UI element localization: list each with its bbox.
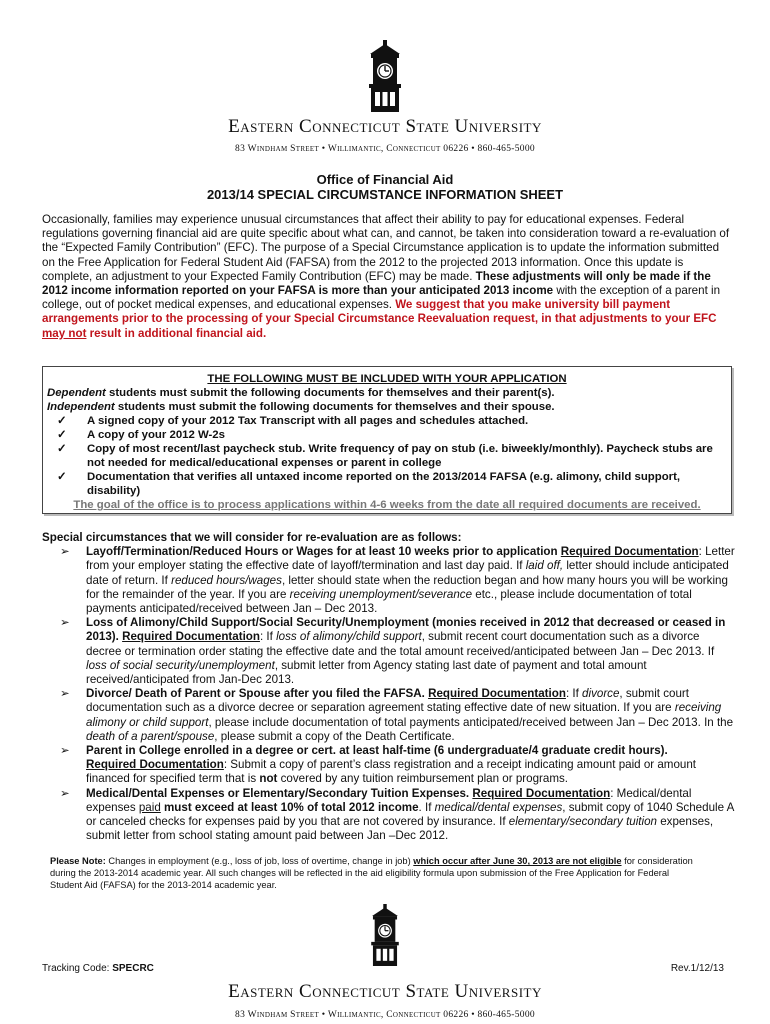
arrow-icon: ➢ [60, 744, 70, 758]
list-item: ➢ Layoff/Termination/Reduced Hours or Wages for at least 10 weeks prior to application Required Documentation: Letter from your employer stating the effective date of layoff/termination and last day paid. If laid off, letter should include anticipated date of return. If reduced hours/wages, letter should state when the reduction began and how many hours you will be working for the remainder of the year. If you are receiving unemployment/severance etc., please include documentation of total payments anticipated/received between Jan – Dec 2013. [60, 545, 735, 616]
university-name: Eastern Connecticut State University [228, 116, 542, 137]
sheet-title: 2013/14 SPECIAL CIRCUMSTANCE INFORMATION SHEET [206, 187, 564, 202]
tracking-code: Tracking Code: SPECRC [42, 963, 154, 974]
special-heading: Special circumstances that we will consider for re-evaluation are as follows: [42, 531, 462, 544]
arrow-icon: ➢ [60, 616, 70, 630]
box-heading: THE FOLLOWING MUST BE INCLUDED WITH YOUR APPLICATION [207, 373, 567, 385]
check-icon: ✓ [57, 429, 67, 441]
list-item: ➢ Medical/Dental Expenses or Elementary/Secondary Tuition Expenses. Required Documentation: Medical/dental expenses paid must exceed at least 10% of total 2012 income. If medical/dental expenses, submit copy of 1040 Schedule A or canceled checks for expenses paid by you that are not covered by insurance. If elementary/secondary tuition expenses, submit letter from school stating amount paid between Jan –Dec 2012. [60, 786, 734, 843]
list-item: ➢ Divorce/ Death of Parent or Spouse after you filed the FAFSA. Required Documentation: If divorce, submit court documentation such as a divorce decree or separation agreement stating effective date of new situation. If you are receiving alimony or child support, please include documentation of total payments anticipated/received between Jan – Dec 2013. In the death of a parent/spouse, please submit a copy of the Death Certificate. [60, 687, 734, 743]
clock-tower-icon [362, 40, 408, 112]
check-icon: ✓ [57, 443, 67, 455]
clock-tower-icon [365, 904, 405, 966]
goal-statement: The goal of the office is to process applications within 4-6 weeks from the date all required documents are received. [73, 499, 701, 511]
check-item: ✓ A copy of your 2012 W-2s [57, 429, 225, 441]
please-note: Please Note: Changes in employment (e.g., loss of job, loss of overtime, change in job) which occur after June 30, 2013 are not eligible for consideration during the 2013-2014 academic year. All such changes will be reflected in the aid eligibility formula upon submission of the Free Application for Federal Student Aid (FAFSA) for the 2013-2014 academic year. [50, 856, 693, 890]
header-logo-block [0, 40, 770, 117]
footer-university-name: Eastern Connecticut State University [228, 981, 542, 1002]
check-icon: ✓ [57, 471, 67, 483]
requirements-box [42, 366, 732, 514]
office-title: Office of Financial Aid [316, 172, 454, 187]
list-item: ➢ Loss of Alimony/Child Support/Social Security/Unemployment (monies received in 2012 that decreased or ceased in 2013). Required Documentation: If loss of alimony/child support, submit recent court documentation such as a divorce decree or termination order stating the effective date and the total amount received/anticipated between Jan – Dec 2013. If loss of social security/unemployment, submit letter from Agency stating last date of payment and total amount received/anticipated from Jan-Dec 2013. [60, 616, 726, 687]
footer-university-address: 83 Windham Street • Willimantic, Connecticut 06226 • 860-465-5000 [235, 1010, 535, 1020]
check-item: ✓ Documentation that verifies all untaxed income reported on the 2013/2014 FAFSA (e.g. alimony, child support, disability) [57, 471, 681, 497]
arrow-icon: ➢ [60, 687, 70, 701]
dependent-line: Dependent students must submit the following documents for themselves and their parent(s). [47, 387, 555, 399]
arrow-icon: ➢ [60, 545, 70, 559]
university-address: 83 Windham Street • Willimantic, Connecticut 06226 • 860-465-5000 [235, 144, 535, 154]
footer-logo-block [0, 904, 770, 971]
check-item: ✓ Copy of most recent/last paycheck stub. Write frequency of pay on stub (i.e. biweekly/monthly). Paycheck stubs are not needed for medical/educational expenses or parent in college [57, 443, 713, 469]
list-item: ➢ Parent in College enrolled in a degree or cert. at least half-time (6 undergraduate/4 graduate credit hours). Required Documentation: Submit a copy of parent’s class registration and a receipt indicating amount paid or amount financed for specified term that is not covered by any tuition reimbursement plan or programs. [60, 744, 697, 786]
special-circumstances [42, 531, 737, 843]
revision-label: Rev.1/12/13 [670, 963, 724, 974]
check-icon: ✓ [57, 415, 67, 427]
arrow-icon: ➢ [60, 786, 70, 800]
intro-paragraph: Occasionally, families may experience unusual circumstances that affect their ability to pay for educational expenses. Federal regulations governing financial aid are quite specific about what can, and cannot, be taken into consideration toward a re-evaluation of the “Expected Family Contribution” (EFC). The purpose of a Special Circumstance application is to update the information submitted on the Free Application for Federal Student Aid (FAFSA) from the 2012 to the projected 2013 information. Once this update is complete, an adjustment to your Expected Family Contribution (EFC) may be made. These adjustments will only be made if the 2012 income information reported on your FAFSA is more than your anticipated 2013 income with the exception of a parent in college, out of pocket medical expenses, and educational expenses. We suggest that you make university bill payment arrangements prior to the processing of your Special Circumstance Reevaluation request, in that adjustments to your EFC may not result in additional financial aid. [42, 213, 730, 340]
independent-line: Independent students must submit the following documents for themselves and their spouse. [47, 401, 555, 413]
check-item: ✓ A signed copy of your 2012 Tax Transcript with all pages and schedules attached. [57, 415, 529, 427]
